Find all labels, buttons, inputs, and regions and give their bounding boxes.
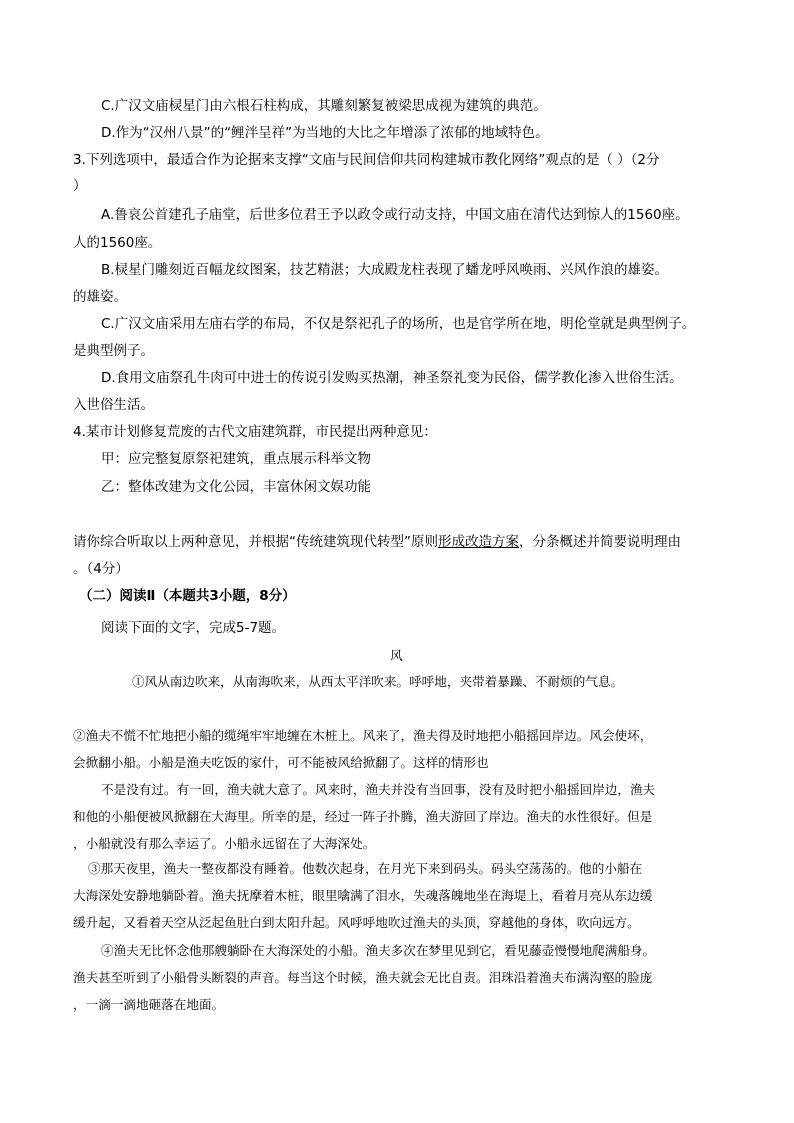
q4-stem: 4.某市计划修复荒废的古代文庙建筑群，市民提出两种意见： <box>73 424 437 440</box>
q3-option-c-overflow: 是典型例子。 <box>73 343 154 359</box>
section-instruction: 阅读下面的文字，完成5-7题。 <box>101 620 286 636</box>
passage-paragraph-2-line: 会掀翻小船。小船是渔夫吃饭的家什，可不能被风给掀翻了。这样的情形也 <box>73 755 489 770</box>
passage-paragraph-2-line: ②渔夫不慌不忙地把小船的缆绳牢牢地缠在木桩上。风来了，渔夫得及时地把小船摇回岸边。风会使坏， <box>73 728 653 743</box>
passage-paragraph-3-line: 大海深处安静地躺卧着。渔夫抚摩着木桩，眼里噙满了泪水，失魂落魄地坐在海堤上，看着月亮从东边缓 <box>73 888 653 903</box>
section-heading: （二）阅读Ⅱ（本题共3小题，8分） <box>79 588 296 604</box>
passage-paragraph-3-line: 缓升起，又看着天空从泛起鱼肚白到太阳升起。风呼呼地吹过渔夫的头顶，穿越他的身体，吹向远方。 <box>73 915 640 930</box>
q3-option-d-overflow: 入世俗生活。 <box>73 397 154 413</box>
q4-opinion-jia: 甲：应完整复原祭祀建筑，重点展示科举文物 <box>101 451 371 467</box>
passage-title: 风 <box>390 648 403 663</box>
q3-option-d: D.食用文庙祭孔牛肉可中进士的传说引发购买热潮，神圣祭礼变为民俗，儒学教化渗入世俗生活。 <box>101 370 683 386</box>
q2-option-d: D.作为“汉州八景”的“鲤泮呈祥”为当地的大比之年增添了浓郁的地域特色。 <box>101 125 549 141</box>
q4-task-underlined: 形成改造方案 <box>438 534 519 550</box>
q4-task-cont: 。（4分） <box>73 561 129 577</box>
q4-task <box>73 533 681 551</box>
q3-option-a-overflow: 人的1560座。 <box>73 235 162 251</box>
passage-paragraph-2-line: ，小船就没有那么幸运了。小船永远留在了大海深处。 <box>73 836 376 851</box>
q3-stem: 3.下列选项中，最适合作为论据来支撑“文庙与民间信仰共同构建城市教化网络”观点的是（ ）（2分 <box>73 152 660 168</box>
passage-paragraph-2-line: 和他的小船便被风掀翻在大海里。所幸的是，经过一阵子扑腾，渔夫游回了岸边。渔夫的水性很好。但是 <box>73 809 653 824</box>
passage-paragraph-4-line: ④渔夫无比怀念他那艘躺卧在大海深处的小船。渔夫多次在梦里见到它，看见藤壶慢慢地爬满船身。 <box>101 943 656 958</box>
q3-stem-cont: ） <box>73 178 87 194</box>
q3-option-b: B.棂星门雕刻近百幅龙纹图案，技艺精湛；大成殿龙柱表现了蟠龙呼风唤雨、兴风作浪的雄姿。 <box>101 262 669 278</box>
passage-paragraph-3-line: ③那天夜里，渔夫一整夜都没有睡着。他数次起身，在月光下来到码头。码头空荡荡的。他的小船在 <box>88 861 643 876</box>
q2-option-c: C.广汉文庙棂星门由六根石柱构成，其雕刻繁复被梁思成视为建筑的典范。 <box>101 98 547 114</box>
q4-task-before: 请你综合听取以上两种意见，并根据“传统建筑现代转型”原则 <box>73 534 438 550</box>
q3-option-a: A.鲁哀公首建孔子庙堂，后世多位君王予以政令或行动支持，中国文庙在清代达到惊人的1560座。 <box>101 207 689 223</box>
passage-paragraph-2-line: 不是没有过。有一回，渔夫就大意了。风来时，渔夫并没有当回事，没有及时把小船摇回岸边，渔夫 <box>101 782 656 797</box>
q3-option-b-overflow: 的雄姿。 <box>73 289 127 305</box>
q4-task-after: ，分条概述并简要说明理由 <box>519 534 681 550</box>
passage-paragraph-4-line: ，一滴一滴地砸落在地面。 <box>73 997 225 1012</box>
passage-paragraph-4-line: 渔夫甚至听到了小船骨头断裂的声音。每当这个时候，渔夫就会无比自责。泪珠沿着渔夫布满沟壑的脸庞 <box>73 970 653 985</box>
q3-option-c: C.广汉文庙采用左庙右学的布局，不仅是祭祀孔子的场所，也是官学所在地，明伦堂就是典型例子。 <box>101 316 696 332</box>
passage-paragraph-1: ①风从南边吹来，从南海吹来，从西太平洋吹来。呼呼地，夹带着暴躁、不耐烦的气息。 <box>132 674 624 689</box>
q4-opinion-yi: 乙：整体改建为文化公园，丰富休闲文娱功能 <box>101 479 371 495</box>
